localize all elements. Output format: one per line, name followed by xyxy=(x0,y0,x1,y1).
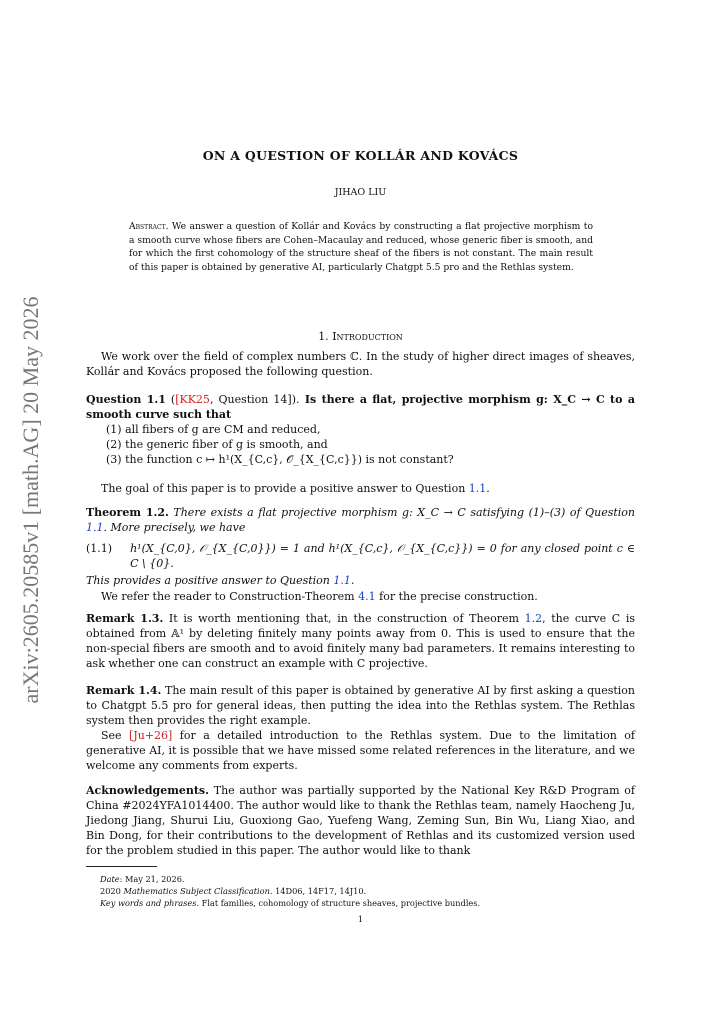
question-list xyxy=(86,422,635,467)
list-item: (3) the function c ↦ h¹(X_{C,c}, 𝒪_{X_{C,c}}) is not constant? xyxy=(106,453,454,466)
remark-1-3 xyxy=(86,611,635,671)
see-text-end: for a detailed introduction to the Rethlas system. Due to the limitation of generative AI, it is possible that we have missed some related references in the literature, and we welcome any comments from experts. xyxy=(86,729,635,772)
refer-end: for the precise construction. xyxy=(375,590,538,603)
remark-text: The main result of this paper is obtained by generative AI by first asking a question to Chatgpt 5.5 pro for general ideas, then putting the idea into the Rethlas system. The Rethlas system then provides the right example. xyxy=(86,684,636,727)
section-title: Introduction xyxy=(332,330,403,343)
refer-text: We refer the reader to Construction-Theorem xyxy=(101,590,359,603)
section-heading xyxy=(0,330,721,343)
equation-number: (1.1) xyxy=(86,542,113,555)
equation-1-1 xyxy=(86,541,635,571)
crossref-link[interactable]: 4.1 xyxy=(358,590,376,603)
theorem-after xyxy=(86,573,635,588)
see-paragraph xyxy=(86,728,635,773)
crossref-link[interactable]: 1.2 xyxy=(524,612,543,625)
theorem-text-end: . More precisely, we have xyxy=(103,521,246,534)
footnote-keywords xyxy=(100,897,640,909)
remark-label: Remark 1.4. xyxy=(86,684,162,697)
remark-1-4 xyxy=(86,683,635,773)
equation-body: h¹(X_{C,0}, 𝒪_{X_{C,0}}) = 1 and h¹(X_{C,c}, 𝒪_{X_{C,c}}) = 0 for any closed point c ∈ C \ {0}. xyxy=(130,542,635,570)
list-item: (2) the generic fiber of g is smooth, and xyxy=(106,438,328,451)
remark-text-end: , the curve C is obtained from 𝔸¹ by deleting finitely many points away from 0. This is used to ensure that the non-special fibers are smooth and to avoid finitely many bad parameters. It remains interesting to ask whether one can construct an example with C projective. xyxy=(86,612,636,670)
intro-paragraph: We work over the field of complex numbers ℂ. In the study of higher direct images of sheaves, Kollár and Kovács proposed the following question. xyxy=(86,350,635,378)
question-text: Is there a flat, projective morphism g: X_C → C to a smooth curve such that xyxy=(86,393,635,421)
remark-label: Remark 1.3. xyxy=(86,612,164,625)
page-number: 1 xyxy=(357,915,364,925)
question-block xyxy=(86,392,635,467)
crossref-link[interactable]: 1.1 xyxy=(86,521,104,534)
theorem-after-end: . xyxy=(350,574,355,587)
remark-text: It is worth mentioning that, in the construction of Theorem xyxy=(163,612,525,625)
msc-label: Mathematics Subject Classification. xyxy=(123,886,273,896)
theorem-text: There exists a flat projective morphism g: X_C → C satisfying (1)–(3) of Question xyxy=(168,506,636,519)
date-value: : May 21, 2026. xyxy=(119,874,185,884)
theorem-after-text: This provides a positive answer to Question xyxy=(86,574,334,587)
goal-paragraph xyxy=(86,481,635,496)
footnote-date xyxy=(100,873,640,885)
citation-link-ju26[interactable]: [Ju+26] xyxy=(129,729,173,742)
theorem-block xyxy=(86,505,635,588)
refer-paragraph xyxy=(86,589,635,604)
ack-text: The author was partially supported by the National Key R&D Program of China #2024YFA1014400. The author would like to thank the Rethlas team, namely Haocheng Ju, Jiedong Jiang, Shurui Liu, Guoxiong Gao, Yuefeng Wang, Zeming Sun, Bin Wu, Liang Xiao, and Bin Dong, for their contributions to the development of Rethlas and its customized version used for the problem studied in this paper. The author would like to thank xyxy=(86,784,635,857)
ack-label: Acknowledgements. xyxy=(86,784,209,797)
msc-value: 14D06, 14F17, 14J10. xyxy=(272,886,367,896)
crossref-link[interactable]: 1.1 xyxy=(333,574,351,587)
paper-title: ON A QUESTION OF KOLLÁR AND KOVÁCS xyxy=(202,148,519,163)
cite-open: ( xyxy=(165,393,176,406)
crossref-link[interactable]: 1.1 xyxy=(468,482,487,495)
paper-author: JIHAO LIU xyxy=(334,187,387,198)
see-text: See xyxy=(101,729,130,742)
theorem-label: Theorem 1.2. xyxy=(86,506,169,519)
abstract xyxy=(129,220,593,274)
arxiv-identifier: arXiv:2605.20585v1 [math.AG] 20 May 2026 xyxy=(18,296,43,704)
question-label: Question 1.1 xyxy=(86,393,166,406)
date-label: Date xyxy=(100,874,120,884)
keywords-label: Key words and phrases. xyxy=(100,898,200,908)
list-item: (1) all fibers of g are CM and reduced, xyxy=(106,423,321,436)
goal-end: . xyxy=(486,482,490,495)
abstract-text: We answer a question of Kollár and Kovács by constructing a flat projective morphism to a smooth curve whose fibers are Cohen–Macaulay and reduced, whose generic fiber is smooth, and for which the first cohomology of the structure sheaf of the fibers is not constant. The main result of this paper is obtained by generative AI, particularly Chatgpt 5.5 pro and the Rethlas system. xyxy=(129,221,594,273)
acknowledgements xyxy=(86,783,635,858)
footnote-msc xyxy=(100,885,640,897)
footnote-rule xyxy=(86,866,157,867)
msc-year: 2020 xyxy=(100,886,124,896)
keywords-value: Flat families, cohomology of structure sheaves, projective bundles. xyxy=(199,898,481,908)
section-number: 1. xyxy=(318,330,329,343)
citation-link-kk25[interactable]: [KK25 xyxy=(175,393,210,406)
cite-close: , Question 14]). xyxy=(209,393,300,406)
goal-text: The goal of this paper is to provide a positive answer to Question xyxy=(101,482,469,495)
abstract-label: Abstract. xyxy=(129,221,169,232)
